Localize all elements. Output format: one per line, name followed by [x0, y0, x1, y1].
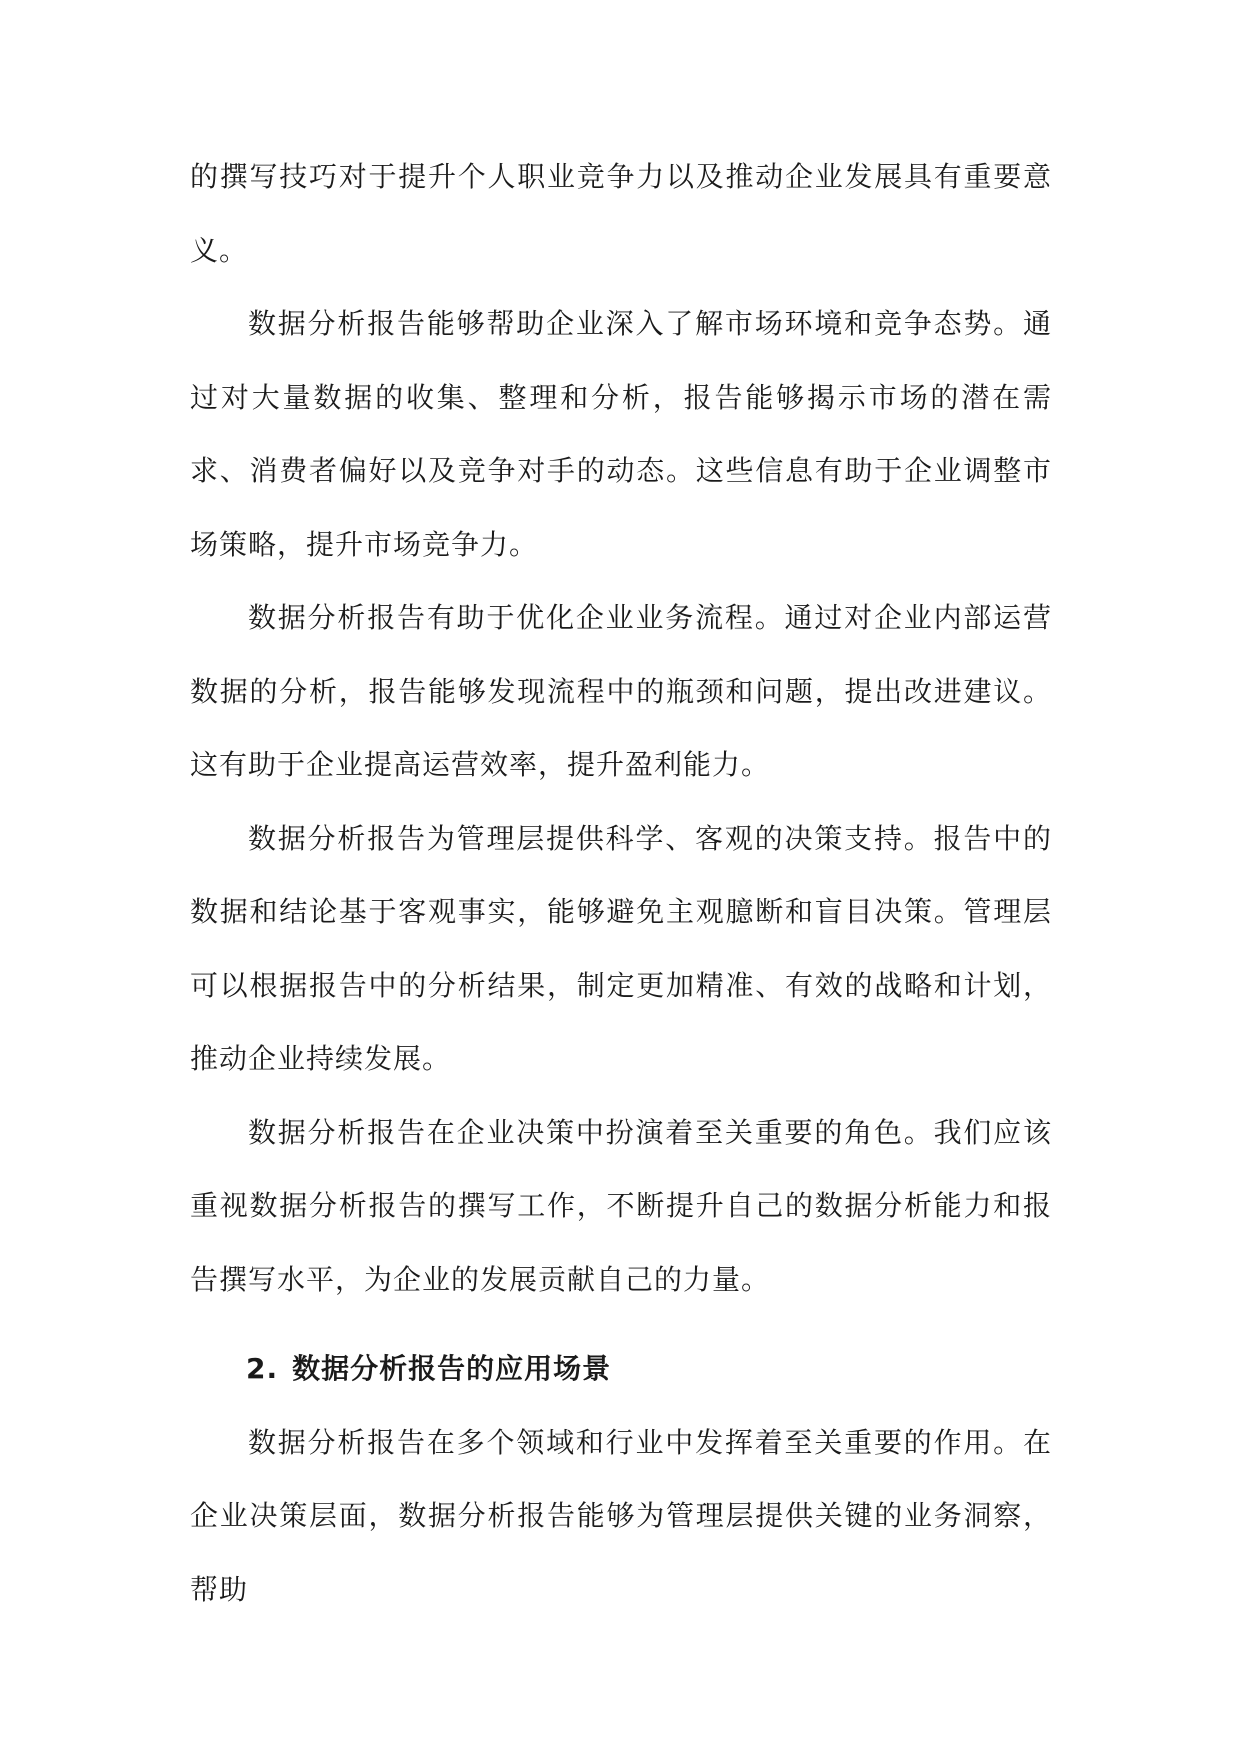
section-heading: [190, 1332, 1052, 1406]
document-page: [190, 140, 1052, 1626]
section-number: 2.: [246, 1352, 279, 1385]
paragraph-continuation: 的撰写技巧对于提升个人职业竞争力以及推动企业发展具有重要意义。: [190, 160, 1052, 267]
section-title: 数据分析报告的应用场景: [292, 1352, 612, 1385]
paragraph-conclusion: 数据分析报告在企业决策中扮演着至关重要的角色。我们应该重视数据分析报告的撰写工作，不断提升自己的数据分析能力和报告撰写水平，为企业的发展贡献自己的力量。: [190, 1115, 1052, 1296]
paragraph-decision-support: 数据分析报告为管理层提供科学、客观的决策支持。报告中的数据和结论基于客观事实，能够避免主观臆断和盲目决策。管理层可以根据报告中的分析结果，制定更加精准、有效的战略和计划，推动企业持续发展。: [190, 821, 1052, 1075]
paragraph-process-optimization: 数据分析报告有助于优化企业业务流程。通过对企业内部运营数据的分析，报告能够发现流程中的瓶颈和问题，提出改进建议。这有助于企业提高运营效率，提升盈利能力。: [190, 601, 1052, 781]
paragraph-application-scenarios: 数据分析报告在多个领域和行业中发挥着至关重要的作用。在企业决策层面，数据分析报告能够为管理层提供关键的业务洞察，帮助: [190, 1425, 1052, 1606]
paragraph-market-insight: 数据分析报告能够帮助企业深入了解市场环境和竞争态势。通过对大量数据的收集、整理和分析，报告能够揭示市场的潜在需求、消费者偏好以及竞争对手的动态。这些信息有助于企业调整市场策略，提升市场竞争力。: [190, 307, 1052, 561]
